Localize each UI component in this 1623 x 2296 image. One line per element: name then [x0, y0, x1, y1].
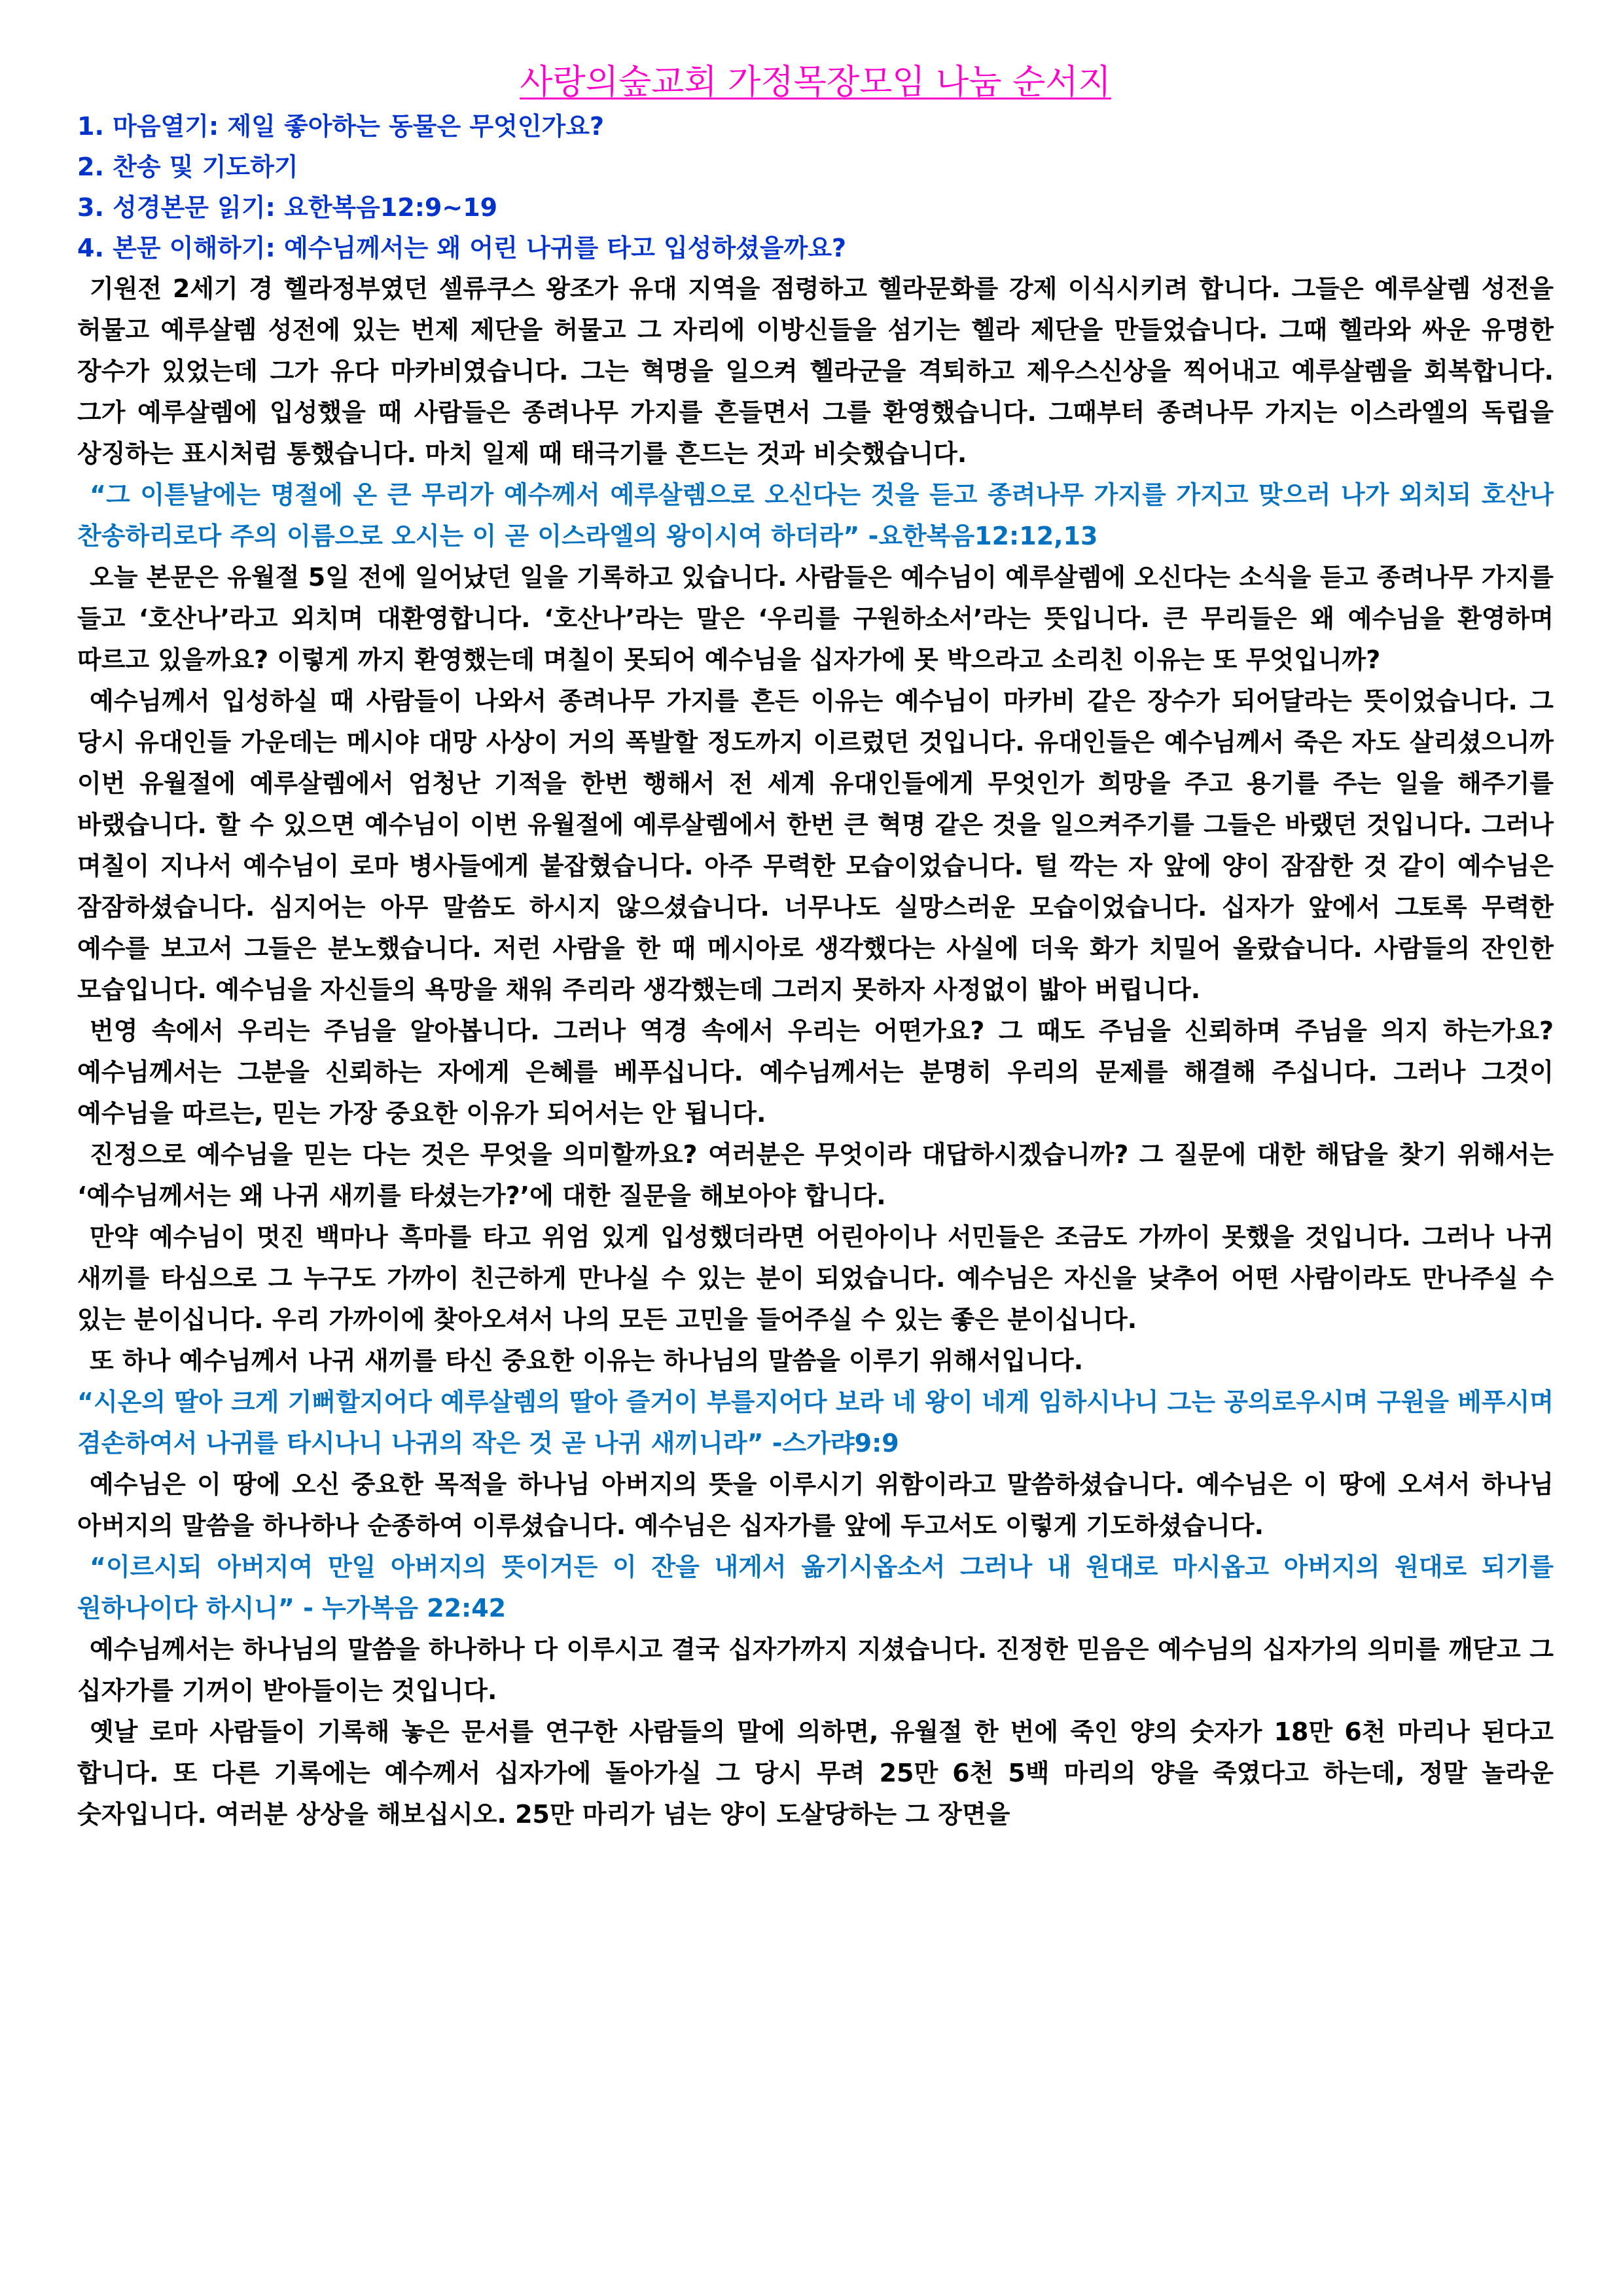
paragraph: 예수님은 이 땅에 오신 중요한 목적을 하나님 아버지의 뜻을 이루시기 위함이라고 말씀하셨습니다. 예수님은 이 땅에 오셔서 하나님 아버지의 말씀을 하나하나 순종하여 이루셨습니다. 예수님은 십자가를 앞에 두고서도 이렇게 기도하셨습니다. [77, 1470, 1554, 1540]
paragraph: 진정으로 예수님을 믿는 다는 것은 무엇을 의미할까요? 여러분은 무엇이라 대답하시겠습니까? 그 질문에 대한 해답을 찾기 위해서는 ‘예수님께서는 왜 나귀 새끼를 타셨는가?’에 대한 질문을 해보아야 합니다. [77, 1140, 1554, 1210]
paragraph: 번영 속에서 우리는 주님을 알아봅니다. 그러나 역경 속에서 우리는 어떤가요? 그 때도 주님을 신뢰하며 주님을 의지 하는가요? 예수님께서는 그분을 신뢰하는 자에게 은혜를 베푸십니다. 예수님께서는 분명히 우리의 문제를 해결해 주십니다. 그러나 그것이 예수님을 따르는, 믿는 가장 중요한 이유가 되어서는 안 됩니다. [77, 1016, 1554, 1128]
paragraph-history: 기원전 2세기 경 헬라정부였던 셀류쿠스 왕조가 유대 지역을 점령하고 헬라문화를 강제 이식시키려 합니다. 그들은 예루살렘 성전을 허물고 예루살렘 성전에 있는 번제 제단을 허물고 그 자리에 이방신들을 섬기는 헬라 제단을 만들었습니다. 그때 헬라와 싸운 유명한 장수가 있었는데 그가 유다 마카비였습니다. 그는 혁명을 일으켜 헬라군을 격퇴하고 제우스신상을 찍어내고 예루살렘을 회복합니다. 그가 예루살렘에 입성했을 때 사람들은 종려나무 가지를 흔들면서 그를 환영했습니다. 그때부터 종려나무 가지는 이스라엘의 독립을 상징하는 표시처럼 통했습니다. 마치 일제 때 태극기를 흔드는 것과 비슷했습니다. [77, 274, 1554, 468]
paragraph: 예수님께서는 하나님의 말씀을 하나하나 다 이루시고 결국 십자가까지 지셨습니다. 진정한 믿음은 예수님의 십자가의 의미를 깨닫고 그 십자가를 기꺼이 받아들이는 것입니다. [77, 1635, 1554, 1705]
scripture-quote: “이르시되 아버지여 만일 아버지의 뜻이거든 이 잔을 내게서 옮기시옵소서 그러나 내 원대로 마시옵고 아버지의 원대로 되기를 원하나이다 하시니” - 누가복음 22:42 [77, 1552, 1554, 1623]
paragraph: 예수님께서 입성하실 때 사람들이 나와서 종려나무 가지를 흔든 이유는 예수님이 마카비 같은 장수가 되어달라는 뜻이었습니다. 그 당시 유대인들 가운데는 메시야 대망 사상이 거의 폭발할 정도까지 이르렀던 것입니다. 유대인들은 예수님께서 죽은 자도 살리셨으니까 이번 유월절에 예루살렘에서 엄청난 기적을 한번 행해서 전 세계 유대인들에게 무엇인가 희망을 주고 용기를 주는 일을 해주기를 바랬습니다. 할 수 있으면 예수님이 이번 유월절에 예루살렘에서 한번 큰 혁명 같은 것을 일으켜주기를 그들은 바랬던 것입니다. 그러나 며칠이 지나서 예수님이 로마 병사들에게 붙잡혔습니다. 아주 무력한 모습이었습니다. 털 깍는 자 앞에 양이 잠잠한 것 같이 예수님은 잠잠하셨습니다. 심지어는 아무 말씀도 하시지 않으셨습니다. 너무나도 실망스러운 모습이었습니다. 십자가 앞에서 그토록 무력한 예수를 보고서 그들은 분노했습니다. 저런 사람을 한 때 메시아로 생각했다는 사실에 더욱 화가 치밀어 올랐습니다. 사람들의 잔인한 모습입니다. 예수님을 자신들의 욕망을 채워 주리라 생각했는데 그러지 못하자 사정없이 밟아 버립니다. [77, 687, 1554, 1004]
step-item: 2. 찬송 및 기도하기 [77, 152, 298, 181]
page-title: 사랑의숲교회 가정목장모임 나눔 순서지 [520, 63, 1111, 102]
paragraph: 또 하나 예수님께서 나귀 새끼를 타신 중요한 이유는 하나님의 말씀을 이루기 위해서입니다. [90, 1346, 1084, 1375]
paragraph: 오늘 본문은 유월절 5일 전에 일어났던 일을 기록하고 있습니다. 사람들은 예수님이 예루살렘에 오신다는 소식을 듣고 종려나무 가지를 들고 ‘호산나’라고 외치며 대환영합니다. ‘호산나’라는 말은 ‘우리를 구원하소서’라는 뜻입니다. 큰 무리들은 왜 예수님을 환영하며 따르고 있을까요? 이렇게 까지 환영했는데 며칠이 못되어 예수님을 십자가에 못 박으라고 소리친 이유는 또 무엇입니까? [77, 563, 1554, 674]
scripture-quote: “시온의 딸아 크게 기뻐할지어다 예루살렘의 딸아 즐거이 부를지어다 보라 네 왕이 네게 임하시나니 그는 공의로우시며 구원을 베푸시며 겸손하여서 나귀를 타시나니 나귀의 작은 것 곧 나귀 새끼니라” -스가랴9:9 [77, 1388, 1554, 1458]
body-text [77, 268, 1554, 1835]
step-item: 1. 마음열기: 제일 좋아하는 동물은 무엇인가요? [77, 112, 605, 141]
step-list [77, 106, 1554, 268]
document-page [77, 63, 1554, 1835]
paragraph: 옛날 로마 사람들이 기록해 놓은 문서를 연구한 사람들의 말에 의하면, 유월절 한 번에 죽인 양의 숫자가 18만 6천 마리나 된다고 합니다. 또 다른 기록에는 예수께서 십자가에 돌아가실 그 당시 무려 25만 6천 5백 마리의 양을 죽였다고 하는데, 정말 놀라운 숫자입니다. 여러분 상상을 해보십시오. 25만 마리가 넘는 양이 도살당하는 그 장면을 [77, 1717, 1554, 1829]
step-item: 4. 본문 이해하기: 예수님께서는 왜 어린 나귀를 타고 입성하셨을까요? [77, 234, 847, 262]
scripture-quote: “그 이튿날에는 명절에 온 큰 무리가 예수께서 예루살렘으로 오신다는 것을 듣고 종려나무 가지를 가지고 맞으러 나가 외치되 호산나 찬송하리로다 주의 이름으로 오시는 이 곧 이스라엘의 왕이시여 하더라” -요한복음12:12,13 [77, 480, 1554, 550]
step-item: 3. 성경본문 읽기: 요한복음12:9~19 [77, 193, 498, 222]
paragraph: 만약 예수님이 멋진 백마나 흑마를 타고 위엄 있게 입성했더라면 어린아이나 서민들은 조금도 가까이 못했을 것입니다. 그러나 나귀 새끼를 타심으로 그 누구도 가까이 친근하게 만나실 수 있는 분이 되었습니다. 예수님은 자신을 낮추어 어떤 사람이라도 만나주실 수 있는 분이십니다. 우리 가까이에 찾아오셔서 나의 모든 고민을 들어주실 수 있는 좋은 분이십니다. [77, 1223, 1554, 1334]
